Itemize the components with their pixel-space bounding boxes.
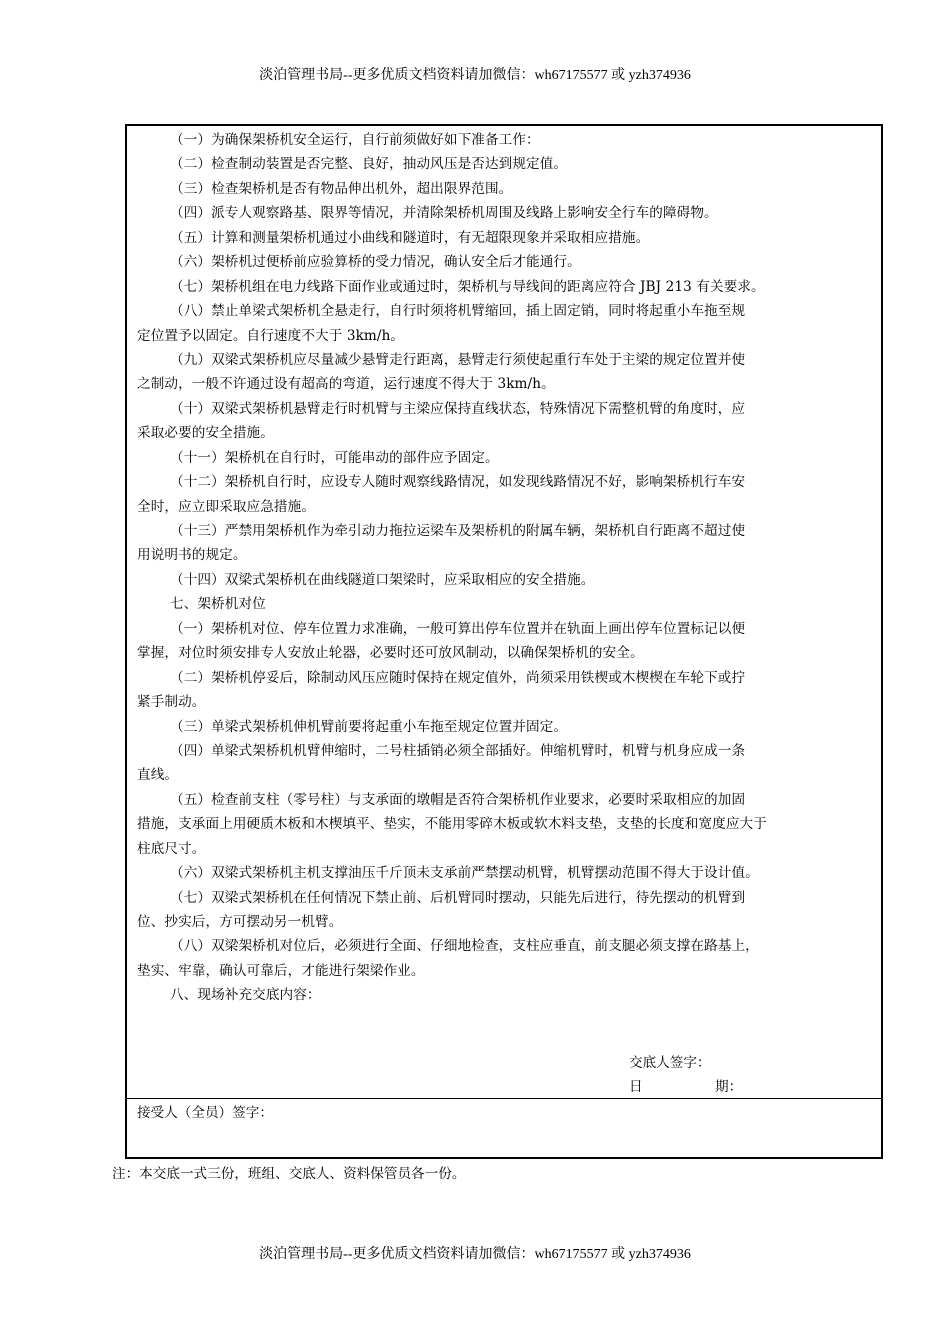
header-watermark: 淡泊管理书局--更多优质文档资料请加微信：wh67175577 或 yzh374936 <box>259 68 691 83</box>
content-line: （九）双梁式架桥机应尽量减少悬臂走行距离，悬臂走行须使起重行车处于主梁的规定位置并使 <box>170 351 746 368</box>
date-label-right: 期： <box>715 1079 743 1095</box>
presenter-signature-label: 交底人签字： <box>629 1055 711 1071</box>
content-lines <box>137 128 877 1008</box>
content-line: （三）单梁式架桥机伸机臂前要将起重小车拖至规定位置并固定。 <box>170 718 568 735</box>
receiver-signature-label: 接受人（全员）签字： <box>137 1105 273 1121</box>
content-line: 位、抄实后，方可摆动另一机臂。 <box>137 914 343 930</box>
content-line: （一）为确保架桥机安全运行，自行前须做好如下准备工作： <box>170 132 540 148</box>
content-line: （八）禁止单梁式架桥机全悬走行，自行时须将机臂缩回，插上固定销，同时将起重小车拖至规 <box>170 303 746 320</box>
content-line: （四）单梁式架桥机机臂伸缩时，二号柱插销必须全部插好。伸缩机臂时，机臂与机身应成一条 <box>170 742 746 759</box>
content-line: （四）派专人观察路基、限界等情况，并清除架桥机周围及线路上影响安全行车的障碍物。 <box>170 205 718 222</box>
content-line: （五）检查前支柱（零号柱）与支承面的墩帽是否符合架桥机作业要求，必要时采取相应的加固 <box>170 791 746 808</box>
content-line: 紧手制动。 <box>137 694 206 711</box>
content-line: （十二）架桥机自行时，应设专人随时观察线路情况，如发现线路情况不好，影响架桥机行车安 <box>170 474 746 491</box>
content-line: 掌握，对位时须安排专人安放止轮器，必要时还可放风制动，以确保架桥机的安全。 <box>137 645 644 662</box>
content-line: 措施，支承面上用硬质木板和木楔填平、垫实，不能用零碎木板或软木料支垫，支垫的长度和宽度应大于 <box>137 816 767 833</box>
content-line: 垫实、牢靠，确认可靠后，才能进行架梁作业。 <box>137 962 425 979</box>
disclosure-table <box>125 124 883 1159</box>
footer-watermark: 淡泊管理书局--更多优质文档资料请加微信：wh67175577 或 yzh374936 <box>259 1247 691 1262</box>
content-line: （八）双梁架桥机对位后，必须进行全面、仔细地检查，支柱应垂直，前支腿必须支撑在路基上， <box>170 938 759 955</box>
content-line: 之制动，一般不许通过设有超高的弯道，运行速度不得大于 3km/h。 <box>137 376 555 393</box>
content-line: （十三）严禁用架桥机作为牵引动力拖拉运梁车及架桥机的附属车辆，架桥机自行距离不超过使 <box>170 523 746 539</box>
content-line: （二）检查制动装置是否完整、良好，抽动风压是否达到规定值。 <box>170 156 568 173</box>
content-line: 八、现场补充交底内容： <box>170 987 321 1004</box>
content-cell <box>127 126 881 1099</box>
signature-block <box>629 1051 742 1099</box>
content-line: （十一）架桥机在自行时，可能串动的部件应予固定。 <box>170 449 499 466</box>
content-line: （七）双梁式架桥机在任何情况下禁止前、后机臂同时摆动，只能先后进行，待先摆动的机臂到 <box>170 889 746 906</box>
copies-note: 注：本交底一式三份，班组、交底人、资料保管员各一份。 <box>112 1166 466 1182</box>
content-line: （七）架桥机组在电力线路下面作业或通过时，架桥机与导线间的距离应符合 JBJ 213 有关要求。 <box>170 278 765 295</box>
content-line: 采取必要的安全措施。 <box>137 425 274 442</box>
content-line: （五）计算和测量架桥机通过小曲线和隧道时，有无超限现象并采取相应措施。 <box>170 229 650 246</box>
content-line: 用说明书的规定。 <box>137 547 247 564</box>
date-row <box>629 1075 742 1099</box>
content-line: （十）双梁式架桥机悬臂走行时机臂与主梁应保持直线状态，特殊情况下需整机臂的角度时，应 <box>170 400 746 417</box>
date-label-left: 日 <box>629 1079 643 1095</box>
content-line: （一）架桥机对位、停车位置力求准确，一般可算出停车位置并在轨面上画出停车位置标记以便 <box>170 620 746 637</box>
content-line: （六）双梁式架桥机主机支撑油压千斤顶未支承前严禁摆动机臂，机臂摆动范围不得大于设计值。 <box>170 865 759 882</box>
content-line: 全时，应立即采取应急措施。 <box>137 498 316 515</box>
content-line: （十四）双梁式架桥机在曲线隧道口架梁时，应采取相应的安全措施。 <box>170 571 595 588</box>
content-line: 直线。 <box>137 767 179 784</box>
content-line: （二）架桥机停妥后，除制动风压应随时保持在规定值外，尚须采用铁楔或木楔楔在车轮下或拧 <box>170 669 746 686</box>
content-line: 柱底尺寸。 <box>137 840 206 857</box>
content-line: （六）架桥机过便桥前应验算桥的受力情况，确认安全后才能通行。 <box>170 254 581 271</box>
content-line: 七、架桥机对位 <box>170 596 266 613</box>
content-line: 定位置予以固定。自行速度不大于 3km/h。 <box>137 327 405 344</box>
receiver-cell <box>127 1099 881 1157</box>
content-line: （三）检查架桥机是否有物品伸出机外，超出限界范围。 <box>170 180 513 197</box>
